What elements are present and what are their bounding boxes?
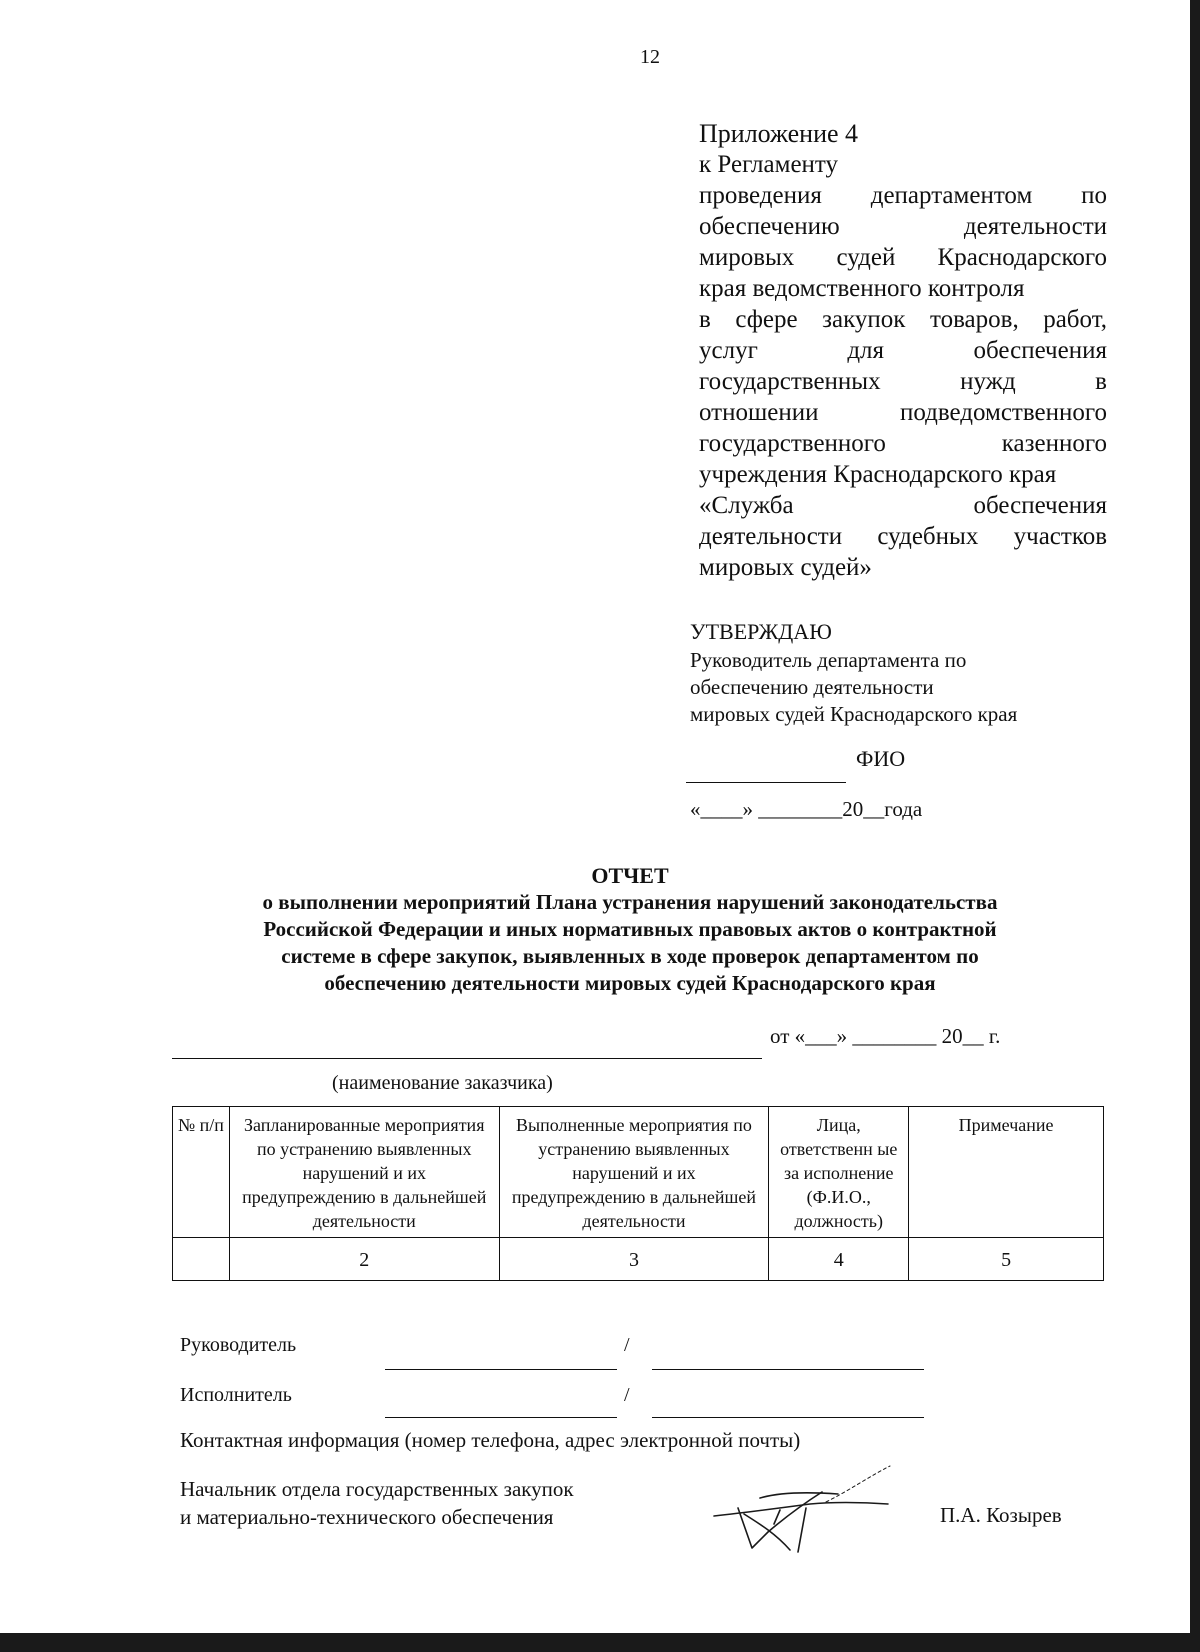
column-header-completed: Выполненные мероприятия по устранению выявленных нарушений и их предупреждению в дальнейшей деятельности — [499, 1107, 769, 1238]
appendix-line: края ведомственного контроля — [699, 275, 1025, 302]
scan-right-border — [1190, 0, 1200, 1652]
table-cell: 2 — [229, 1238, 499, 1281]
appendix-line: мировых судей Краснодарского — [699, 244, 1107, 271]
appendix-line: учреждения Краснодарского края — [699, 461, 1057, 488]
appendix-line: «Служба обеспечения — [699, 492, 1107, 519]
contact-info: Контактная информация (номер телефона, адрес электронной почты) — [180, 1428, 801, 1452]
report-subtitle-line: Российской Федерации и иных нормативных правовых актов о контрактной — [263, 917, 997, 941]
approval-line: мировых судей Краснодарского края — [690, 702, 1018, 726]
report-date: от «___» ________ 20__ г. — [770, 1024, 1001, 1048]
scan-bottom-border — [0, 1633, 1200, 1652]
table-row — [173, 1238, 1104, 1281]
head-signature-label: Руководитель — [180, 1334, 297, 1356]
approval-block — [690, 618, 1130, 728]
chief-position-line: Начальник отдела государственных закупок — [180, 1477, 574, 1501]
page-number: 12 — [640, 46, 660, 68]
appendix-line: государственных нужд в — [699, 368, 1107, 395]
report-table — [172, 1106, 1104, 1281]
head-signature-slash: / — [624, 1334, 630, 1356]
table-cell: 3 — [499, 1238, 769, 1281]
approval-date: «____» ________20__года — [690, 797, 923, 821]
appendix-line: в сфере закупок товаров, работ, — [699, 306, 1107, 333]
appendix-line: услуг для обеспечения — [699, 337, 1107, 364]
head-signature-line — [385, 1369, 617, 1370]
appendix-line: к Регламенту — [699, 151, 839, 178]
executor-name-line — [652, 1417, 924, 1418]
report-subtitle-line: обеспечению деятельности мировых судей Краснодарского края — [324, 971, 936, 995]
head-name-line — [652, 1369, 924, 1370]
customer-label: (наименование заказчика) — [332, 1072, 553, 1094]
report-title-block — [170, 862, 1090, 997]
column-header-number: № п/п — [173, 1107, 230, 1238]
chief-position — [180, 1475, 574, 1531]
approval-line: обеспечению деятельности — [690, 675, 934, 699]
column-header-responsible: Лица, ответственн ые за исполнение (Ф.И.О., должность) — [769, 1107, 909, 1238]
table-cell: 5 — [909, 1238, 1104, 1281]
executor-signature-label: Исполнитель — [180, 1384, 292, 1406]
executor-signature-line — [385, 1417, 617, 1418]
approval-signature-line — [686, 782, 846, 783]
approval-fio: ФИО — [856, 746, 906, 771]
chief-name: П.А. Козырев — [940, 1503, 1062, 1527]
appendix-line: обеспечению деятельности — [699, 213, 1107, 240]
report-subtitle-line: о выполнении мероприятий Плана устранения нарушений законодательства — [262, 890, 998, 914]
appendix-line: отношении подведомственного — [699, 399, 1107, 426]
table-header-row — [173, 1107, 1104, 1238]
chief-position-line: и материально-технического обеспечения — [180, 1505, 554, 1529]
column-header-planned: Запланированные мероприятия по устранению выявленных нарушений и их предупреждению в дальнейшей деятельности — [229, 1107, 499, 1238]
report-title: ОТЧЕТ — [591, 863, 669, 888]
table-cell: 4 — [769, 1238, 909, 1281]
approval-heading: УТВЕРЖДАЮ — [690, 619, 832, 644]
appendix-block — [699, 118, 1107, 583]
table-cell — [173, 1238, 230, 1281]
executor-signature-slash: / — [624, 1384, 630, 1406]
appendix-line: мировых судей» — [699, 554, 872, 581]
approval-line: Руководитель департамента по — [690, 648, 967, 672]
appendix-line: государственного казенного — [699, 430, 1107, 457]
column-header-note: Примечание — [909, 1107, 1104, 1238]
appendix-line: деятельности судебных участков — [699, 523, 1107, 550]
appendix-title: Приложение 4 — [699, 119, 859, 148]
appendix-line: проведения департаментом по — [699, 182, 1107, 209]
customer-name-line — [172, 1058, 762, 1059]
report-subtitle-line: системе в сфере закупок, выявленных в ходе проверок департаментом по — [281, 944, 979, 968]
handwritten-signature — [710, 1462, 900, 1558]
